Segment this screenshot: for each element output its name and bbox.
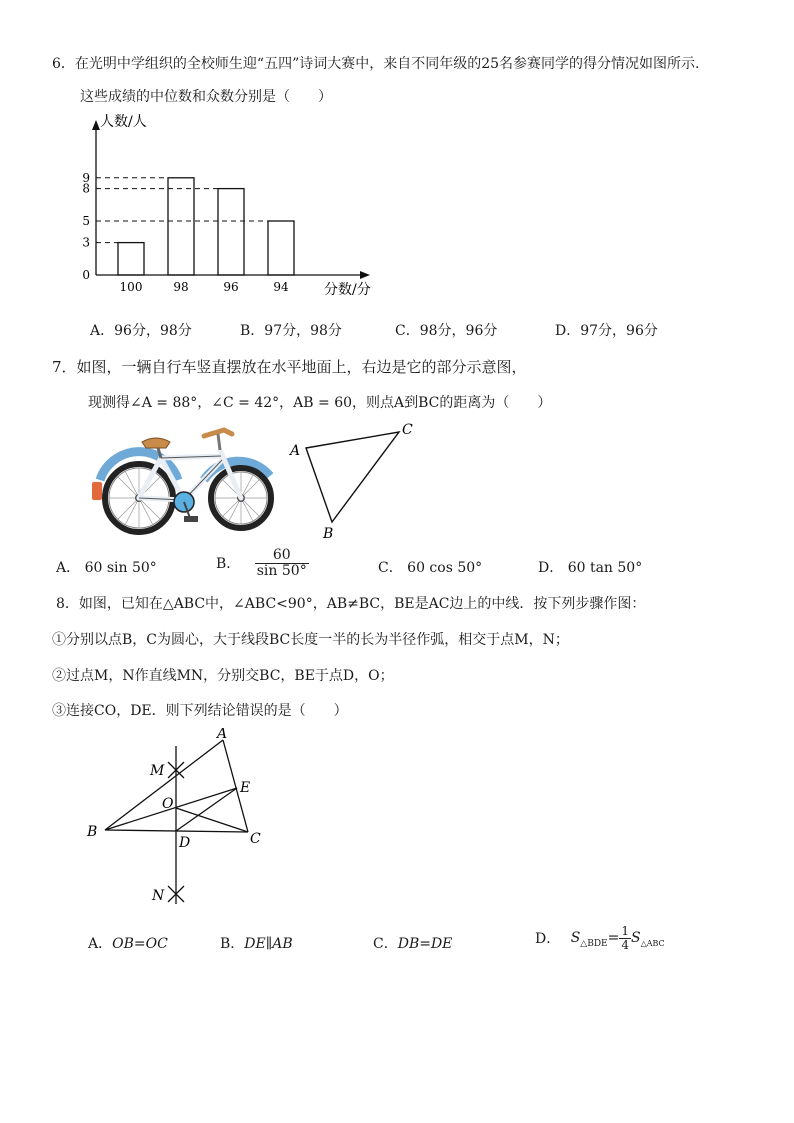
x-tick-label: 98 xyxy=(173,280,189,294)
q8-option-a[interactable]: A．OB=OC xyxy=(88,936,168,952)
q8-options xyxy=(88,925,708,965)
q7-line1 xyxy=(52,356,527,377)
q6-bar-chart xyxy=(70,110,380,300)
x-axis-label: 分数/分 xyxy=(324,282,371,298)
q7-option-b[interactable]: B． $\frac{60}{\sin 50^\circ}$ xyxy=(216,547,307,579)
q7-number: 7． xyxy=(52,358,77,376)
q8-line1 xyxy=(56,593,645,613)
y-tick-label: 5 xyxy=(82,214,90,228)
q7-option-a[interactable]: A． 60 sin 50° xyxy=(56,560,157,576)
q8-label-n: N xyxy=(152,888,165,904)
q7-options xyxy=(56,548,676,588)
bicycle-illustration xyxy=(86,420,276,535)
q8-label-d: D xyxy=(179,835,191,851)
q6-option-a[interactable]: A．96分，98分 xyxy=(90,323,192,339)
y-tick-label: 8 xyxy=(82,181,90,196)
x-tick-label: 94 xyxy=(273,280,289,294)
y-tick-label: 3 xyxy=(82,235,90,250)
q8-label-m: M xyxy=(150,763,165,779)
x-tick-label: 100 xyxy=(119,280,143,294)
q6-option-b[interactable]: B．97分，98分 xyxy=(240,323,342,339)
y-axis-label: 人数/人 xyxy=(100,114,147,130)
q8-label-a: A xyxy=(217,728,228,742)
q7-stem-line1: 如图，一辆自行车竖直摆放在水平地面上，右边是它的部分示意图， xyxy=(76,358,527,376)
y-tick-label: 0 xyxy=(82,268,90,282)
bar xyxy=(118,243,144,275)
q8-label-c: C xyxy=(250,831,261,847)
q6-number: 6． xyxy=(52,56,75,72)
q8-option-c[interactable]: C．DB=DE xyxy=(373,936,453,952)
bar xyxy=(168,178,194,275)
x-axis-arrow xyxy=(360,271,370,279)
q8-step3: ③连接CO，DE．则下列结论错误的是（ ） xyxy=(52,703,348,719)
q7-triangle xyxy=(282,418,432,543)
y-axis-arrow xyxy=(92,120,100,130)
chart-plot-area xyxy=(82,113,370,298)
q8-option-b[interactable]: B．DE∥AB xyxy=(220,936,293,952)
x-tick-label: 96 xyxy=(223,280,239,294)
q7-label-c: C xyxy=(402,422,413,438)
q7-option-c[interactable]: C． 60 cos 50° xyxy=(378,560,483,576)
q6-stem-line2: 这些成绩的中位数和众数分别是（ ） xyxy=(80,89,332,105)
q8-step2: ②过点M，N作直线MN，分别交BC，BE于点D，O； xyxy=(52,668,394,684)
q8-label-b: B xyxy=(87,824,98,840)
y-tick-label: 9 xyxy=(82,170,90,185)
q7-option-d[interactable]: D． 60 tan 50° xyxy=(538,560,643,576)
q8-label-e: E xyxy=(240,780,251,796)
q8-option-d[interactable]: D． $S_{\triangle BDE}=$ $\frac{1}{4}$ $S_{\triangle ABC}$ xyxy=(535,924,665,952)
bicycle-icon xyxy=(92,430,271,532)
q8-label-o: O xyxy=(162,796,174,812)
q7-stem-line2: 现测得∠A = 88°，∠C = 42°，AB = 60，则点A到BC的距离为（ ） xyxy=(88,395,552,411)
q8-step1: ①分别以点B，C为圆心，大于线段BC长度一半的长为半径作弧，相交于点M，N； xyxy=(52,632,569,648)
q8-number: 8． xyxy=(56,596,79,612)
q6-option-d[interactable]: D．97分，96分 xyxy=(555,323,658,339)
bar xyxy=(218,189,244,275)
q8-geometry-figure xyxy=(80,728,290,918)
q7-label-a: A xyxy=(290,443,301,459)
q7-label-b: B xyxy=(323,526,334,542)
q6-option-c[interactable]: C．98分，96分 xyxy=(395,323,498,339)
bar xyxy=(268,221,294,275)
q8-stem-line1: 如图，已知在△ABC中，∠ABC<90°，AB≠BC，BE是AC边上的中线．按下列步骤作图： xyxy=(78,596,646,612)
q6-line1 xyxy=(52,53,700,73)
q6-stem-line1: 在光明中学组织的全校师生迎“五四”诗词大赛中，来自不同年级的25名参赛同学的得分情况如图所示. xyxy=(74,56,700,72)
